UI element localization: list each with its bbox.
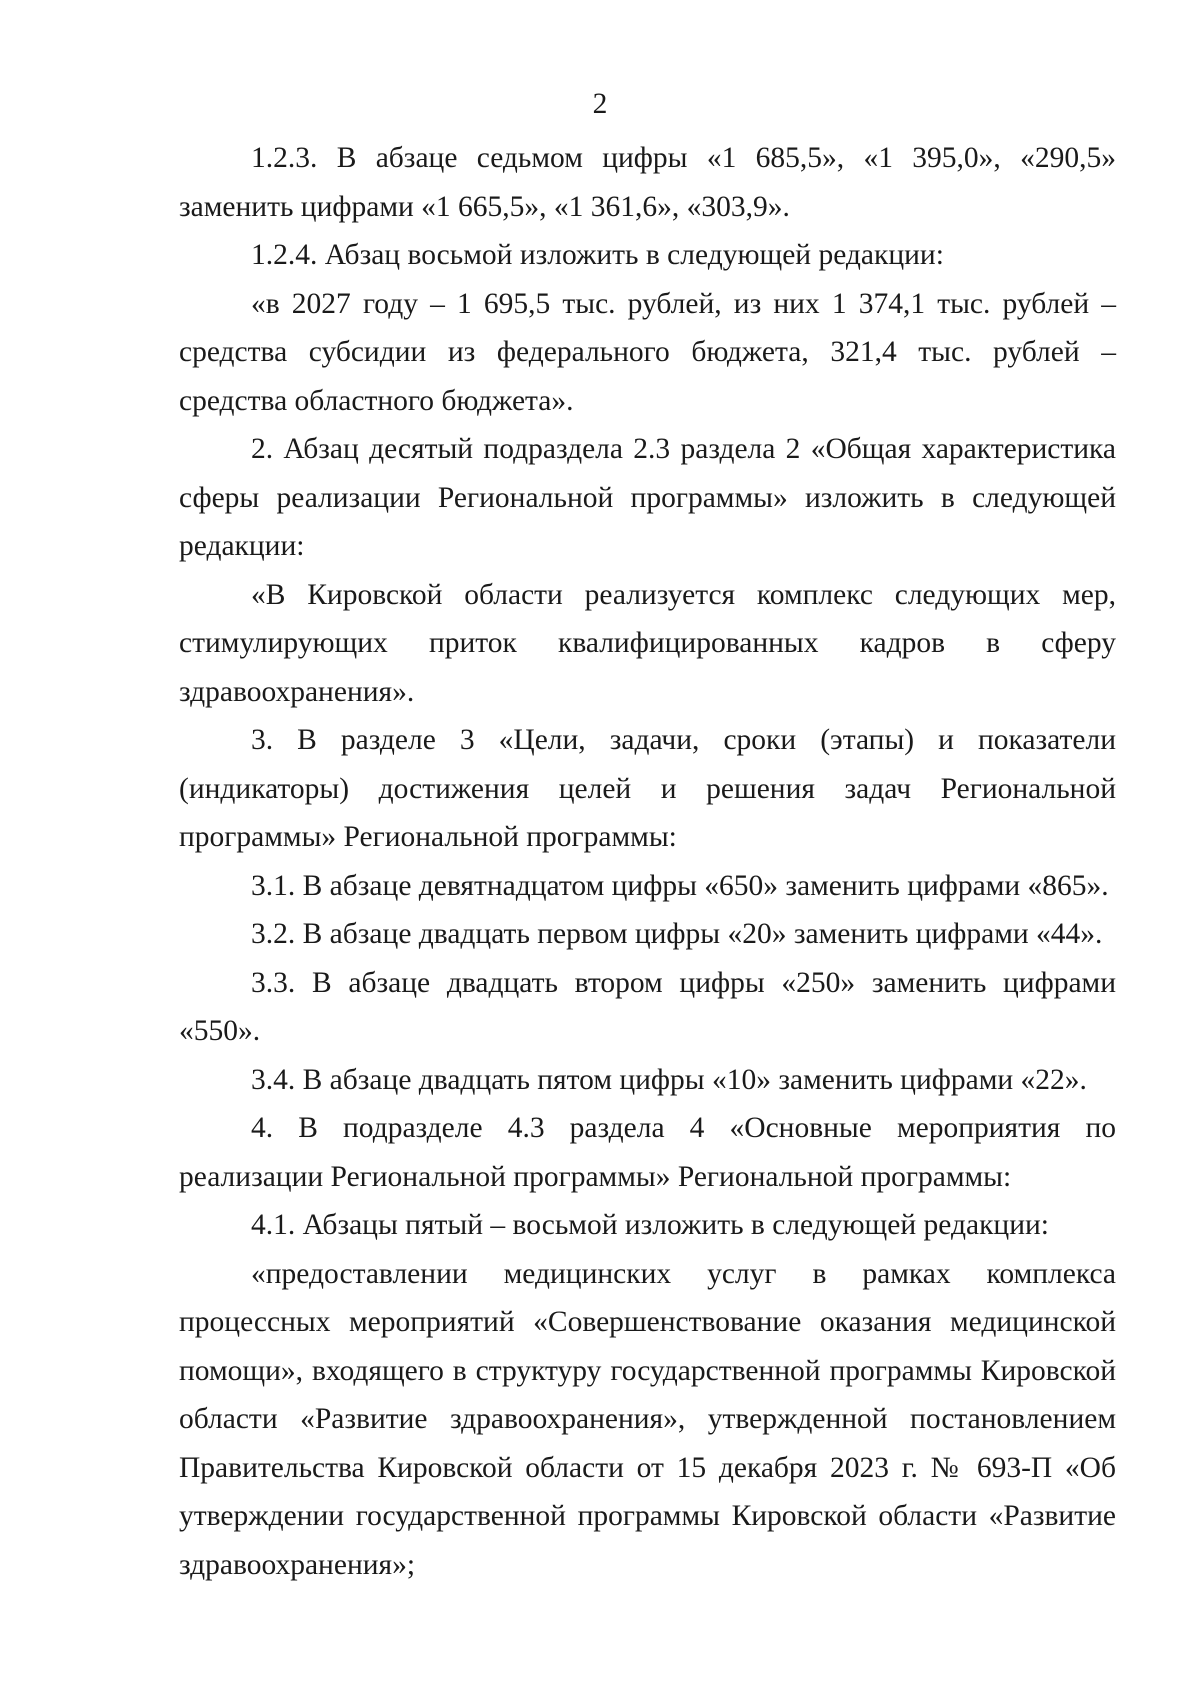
paragraph-3-1: 3.1. В абзаце девятнадцатом цифры «650» заменить цифрами «865».: [251, 869, 1109, 902]
paragraph-3: 3. В разделе 3 «Цели, задачи, сроки (этапы) и показатели (индикаторы) достижения целей и решения задач Региональной программы» Региональной программы:: [179, 724, 1116, 853]
paragraph-3-3: 3.3. В абзаце двадцать втором цифры «250» заменить цифрами «550».: [179, 966, 1116, 1047]
paragraph-2027-budget: «в 2027 году – 1 695,5 тыс. рублей, из них 1 374,1 тыс. рублей – средства субсидии из федерального бюджета, 321,4 тыс. рублей – средства областного бюджета».: [179, 287, 1116, 417]
paragraph-4: 4. В подразделе 4.3 раздела 4 «Основные мероприятия по реализации Региональной программы» Региональной программы:: [179, 1112, 1116, 1193]
paragraph-2: 2. Абзац десятый подраздела 2.3 раздела 2 «Общая характеристика сферы реализации Региональной программы» изложить в следующей редакции:: [179, 433, 1116, 562]
paragraph-1-2-3: 1.2.3. В абзаце седьмом цифры «1 685,5», «1 395,0», «290,5» заменить цифрами «1 665,5», «1 361,6», «303,9».: [179, 142, 1116, 223]
paragraph-3-2: 3.2. В абзаце двадцать первом цифры «20» заменить цифрами «44».: [251, 918, 1103, 950]
paragraph-medical-services: «предоставлении медицинских услуг в рамках комплекса процессных мероприятий «Совершенствование оказания медицинской помощи», входящего в структуру государственной программы Кировской области «Развитие здравоохранения», утвержденной постановлением Правительства Кировской области от 15 декабря 2023 г. № 693-П «Об утверждении государственной программы Кировской области «Развитие здравоохранения»;: [179, 1257, 1116, 1581]
paragraph-kirov-measures: «В Кировской области реализуется комплекс следующих мер, стимулирующих приток квалифицированных кадров в сферу здравоохранения».: [179, 578, 1116, 708]
paragraph-3-4: 3.4. В абзаце двадцать пятом цифры «10» заменить цифрами «22».: [251, 1063, 1087, 1096]
page-number: 2: [592, 88, 608, 120]
paragraph-4-1: 4.1. Абзацы пятый – восьмой изложить в следующей редакции:: [251, 1209, 1049, 1241]
document-body: [179, 134, 1116, 1589]
paragraph-1-2-4: 1.2.4. Абзац восьмой изложить в следующей редакции:: [251, 239, 944, 271]
